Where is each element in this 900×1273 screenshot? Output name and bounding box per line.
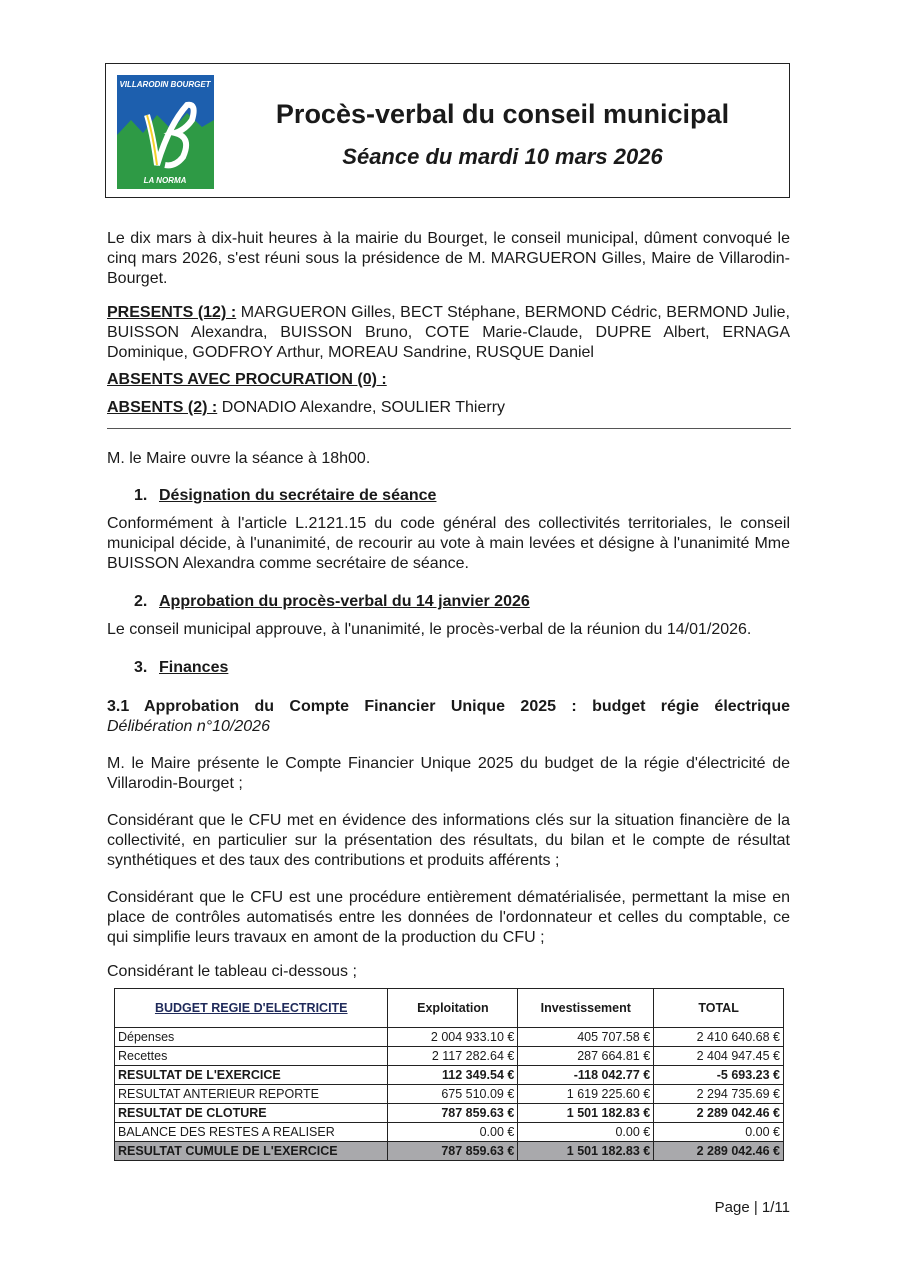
- page-title: Procès-verbal du conseil municipal: [275, 99, 730, 129]
- present-label: PRESENTS (12) :: [107, 304, 237, 321]
- table-total-row: [115, 1142, 784, 1161]
- table-header: Investissement: [518, 989, 654, 1028]
- cell: 787 859.63 €: [388, 1142, 518, 1161]
- table-row: [115, 1085, 784, 1104]
- cell: 405 707.58 €: [518, 1028, 654, 1047]
- budget-table: [114, 988, 784, 1161]
- row-label: BALANCE DES RESTES A REALISER: [115, 1123, 388, 1142]
- cell: 2 117 282.64 €: [388, 1047, 518, 1066]
- proxy-line: [107, 370, 790, 390]
- proxy-label: ABSENTS AVEC PROCURATION (0) :: [107, 371, 387, 388]
- cell: 1 501 182.83 €: [518, 1142, 654, 1161]
- cell: 1 501 182.83 €: [518, 1104, 654, 1123]
- cell: 0.00 €: [654, 1123, 784, 1142]
- paragraph: Considérant le tableau ci-dessous ;: [107, 963, 357, 980]
- present-names: MARGUERON Gilles, BECT Stéphane, BERMOND Cédric, BERMOND Julie, BUISSON Alexandra, BUISSON Bruno, COTE Marie-Claude, DUPRE Albert, ERNAGA Dominique, GODFROY Arthur, MOREAU Sandrine, RUSQUE Daniel: [107, 304, 791, 361]
- table-row: [115, 1066, 784, 1085]
- section-number: 3.: [134, 659, 148, 676]
- section-title: Désignation du secrétaire de séance: [159, 487, 437, 504]
- page-number: Page | 1/11: [714, 1199, 790, 1216]
- row-label: Dépenses: [115, 1028, 388, 1047]
- section-1-heading: [134, 486, 784, 506]
- row-label: RESULTAT ANTERIEUR REPORTE: [115, 1085, 388, 1104]
- cell: 287 664.81 €: [518, 1047, 654, 1066]
- cell: 112 349.54 €: [388, 1066, 518, 1085]
- cell: 2 004 933.10 €: [388, 1028, 518, 1047]
- section-1-text: Conformément à l'article L.2121.15 du code général des collectivités territoriales, le conseil municipal décide, à l'unanimité, de recourir au vote à main levées et désigne à l'unanimité Mme BUISSON Alexandra comme secrétaire de séance.: [107, 515, 790, 572]
- divider: [107, 428, 791, 429]
- intro-paragraph: Le dix mars à dix-huit heures à la mairie du Bourget, le conseil municipal, dûment convoqué le cinq mars 2026, s'est réuni sous la présidence de M. MARGUERON Gilles, Maire de Villarodin-Bourget.: [107, 230, 790, 287]
- table-header: TOTAL: [654, 989, 784, 1028]
- cell: 1 619 225.60 €: [518, 1085, 654, 1104]
- opening-text: M. le Maire ouvre la séance à 18h00.: [107, 450, 371, 467]
- section-number: 2.: [134, 593, 148, 610]
- cell: 2 294 735.69 €: [654, 1085, 784, 1104]
- logo-text-bottom: LA NORMA: [143, 176, 187, 185]
- absent-label: ABSENTS (2) :: [107, 399, 218, 416]
- cell: 787 859.63 €: [388, 1104, 518, 1123]
- table-header: BUDGET REGIE D'ELECTRICITE: [115, 989, 388, 1028]
- cell: 0.00 €: [388, 1123, 518, 1142]
- municipality-logo: [117, 75, 214, 189]
- subsection-title: 3.1 Approbation du Compte Financier Unique 2025 : budget régie électrique: [107, 698, 790, 715]
- row-label: Recettes: [115, 1047, 388, 1066]
- present-list: [107, 303, 790, 363]
- cell: 2 410 640.68 €: [654, 1028, 784, 1047]
- table-row: [115, 1104, 784, 1123]
- cell: 2 404 947.45 €: [654, 1047, 784, 1066]
- section-title: Finances: [159, 659, 229, 676]
- section-2-heading: [134, 592, 784, 612]
- section-2-text: Le conseil municipal approuve, à l'unanimité, le procès-verbal de la réunion du 14/01/2026.: [107, 621, 752, 638]
- table-row: [115, 1028, 784, 1047]
- table-row: [115, 1047, 784, 1066]
- absent-names: DONADIO Alexandre, SOULIER Thierry: [221, 399, 506, 416]
- row-label: RESULTAT DE CLOTURE: [115, 1104, 388, 1123]
- table-row: [115, 1123, 784, 1142]
- paragraph: M. le Maire présente le Compte Financier Unique 2025 du budget de la régie d'électricité de Villarodin-Bourget ;: [107, 755, 790, 792]
- paragraph: Considérant que le CFU est une procédure entièrement dématérialisée, permettant la mise en place de contrôles automatisés entre les données de l'ordonnateur et celles du comptable, ce qui simplifie leurs travaux en amont de la production du CFU ;: [107, 889, 790, 946]
- cell: 2 289 042.46 €: [654, 1142, 784, 1161]
- section-title: Approbation du procès-verbal du 14 janvier 2026: [159, 593, 530, 610]
- logo-text-top: VILLARODIN BOURGET: [119, 80, 211, 89]
- section-number: 1.: [134, 487, 148, 504]
- session-date: Séance du mardi 10 mars 2026: [342, 144, 663, 169]
- table-header-row: [115, 989, 784, 1028]
- row-label: RESULTAT CUMULE DE L'EXERCICE: [115, 1142, 388, 1161]
- cell: -5 693.23 €: [654, 1066, 784, 1085]
- section-3-heading: [134, 658, 784, 678]
- cell: 2 289 042.46 €: [654, 1104, 784, 1123]
- row-label: RESULTAT DE L'EXERCICE: [115, 1066, 388, 1085]
- cell: -118 042.77 €: [518, 1066, 654, 1085]
- paragraph: Considérant que le CFU met en évidence des informations clés sur la situation financière de la collectivité, en particulier sur la présentation des résultats, du bilan et le compte de résultat synthétiques et des taux des contributions et produits afférents ;: [107, 812, 790, 869]
- table-header: Exploitation: [388, 989, 518, 1028]
- deliberation-number: Délibération n°10/2026: [107, 718, 270, 735]
- cell: 0.00 €: [518, 1123, 654, 1142]
- absent-list: [107, 398, 790, 418]
- cell: 675 510.09 €: [388, 1085, 518, 1104]
